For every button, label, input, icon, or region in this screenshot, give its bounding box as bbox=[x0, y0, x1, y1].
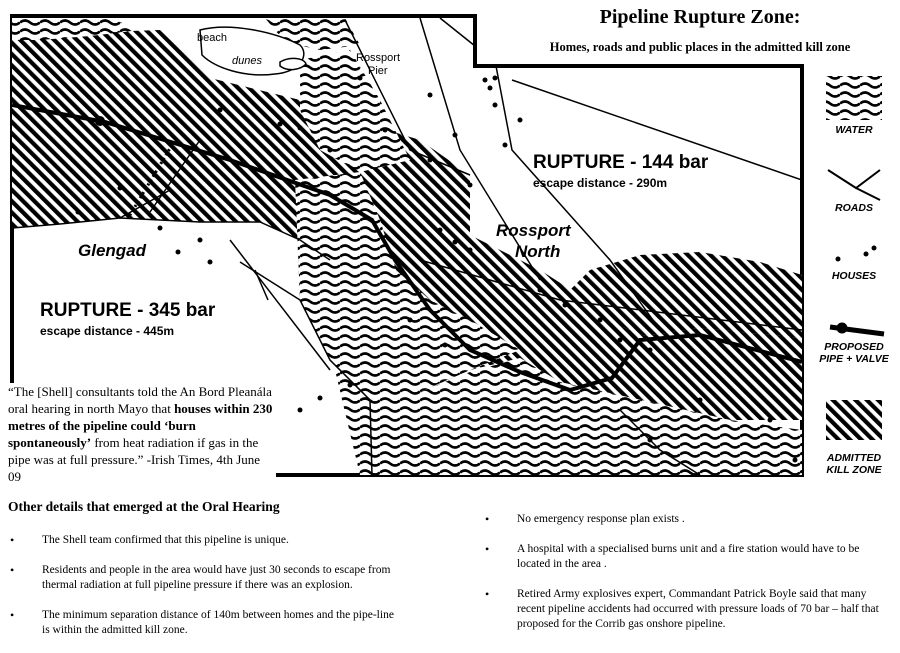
dunes-label: dunes bbox=[232, 55, 262, 67]
details-heading: Other details that emerged at the Oral Hearing bbox=[8, 499, 280, 514]
rupture-345-subtitle: escape distance - 445m bbox=[40, 324, 175, 338]
houses-dots-icon bbox=[836, 246, 877, 262]
list-item: • No emergency response plan exists . bbox=[483, 512, 883, 527]
list-item: • The Shell team confirmed that this pipeline is unique. bbox=[8, 533, 398, 548]
legend-pipe-label-line2: PIPE + VALVE bbox=[819, 353, 889, 365]
glengad-label: Glengad bbox=[78, 241, 147, 260]
legend-pipe-label bbox=[799, 341, 900, 365]
page-subtitle: Homes, roads and public places in the admitted kill zone bbox=[549, 40, 851, 54]
rossport-pier-label-line1: Rossport bbox=[356, 52, 401, 64]
quote-bold: houses within 230 metres of the pipeline could ‘burn spontaneously’ bbox=[8, 401, 273, 450]
rupture-144-title: RUPTURE - 144 bar bbox=[533, 152, 709, 173]
legend-kill-zone-label-line2: KILL ZONE bbox=[826, 464, 882, 476]
pipeline-valve bbox=[95, 116, 105, 126]
legend-water-label: WATER bbox=[835, 124, 873, 136]
rossport-north-label-line1: Rossport bbox=[496, 221, 571, 240]
legend-houses-label: HOUSES bbox=[831, 270, 877, 282]
legend-kill-zone-label bbox=[799, 452, 900, 476]
rossport-north-label-line2: North bbox=[515, 242, 561, 261]
legend-pipe-label-line1: PROPOSED bbox=[824, 341, 884, 353]
beach-label: beach bbox=[197, 32, 227, 44]
legend-roads-label: ROADS bbox=[835, 202, 873, 214]
details-left-list bbox=[8, 533, 398, 653]
list-item: • Residents and people in the area would have just 30 seconds to escape from thermal radiation at full pipeline pressure if there was an explosion. bbox=[8, 563, 398, 593]
legend-kill-zone-label-line1: ADMITTED bbox=[826, 452, 882, 464]
rupture-144-subtitle: escape distance - 290m bbox=[533, 176, 668, 190]
page-title: Pipeline Rupture Zone: bbox=[599, 6, 801, 28]
list-item: • A hospital with a specialised burns unit and a fire station would have to be located in the area . bbox=[483, 542, 883, 572]
water-waves-icon bbox=[826, 76, 882, 120]
list-item: • Retired Army explosives expert, Commandant Patrick Boyle said that many recent pipeline accidents had occurred with pressure loads of 70 bar – half that proposed for the Corrib gas onshore pipeline. bbox=[483, 587, 883, 632]
pipe-valve-icon bbox=[830, 323, 884, 334]
details-right-list bbox=[483, 512, 883, 647]
irish-times-quote bbox=[8, 383, 276, 485]
rossport-pier-label-line2: Pier bbox=[368, 65, 388, 77]
list-item: • The minimum separation distance of 140m between homes and the pipe-line is within the admitted kill zone. bbox=[8, 608, 398, 638]
hatch-icon bbox=[826, 400, 882, 440]
quote-part2: from heat radiation if gas in the pipe was at full pressure.” -Irish Times, 4th June 09 bbox=[8, 435, 261, 484]
roads-icon bbox=[828, 170, 880, 200]
quote-part1: “The [Shell] consultants told the An Bord Pleanála oral hearing in north Mayo that bbox=[8, 384, 272, 416]
rupture-345-title: RUPTURE - 345 bar bbox=[40, 300, 216, 321]
